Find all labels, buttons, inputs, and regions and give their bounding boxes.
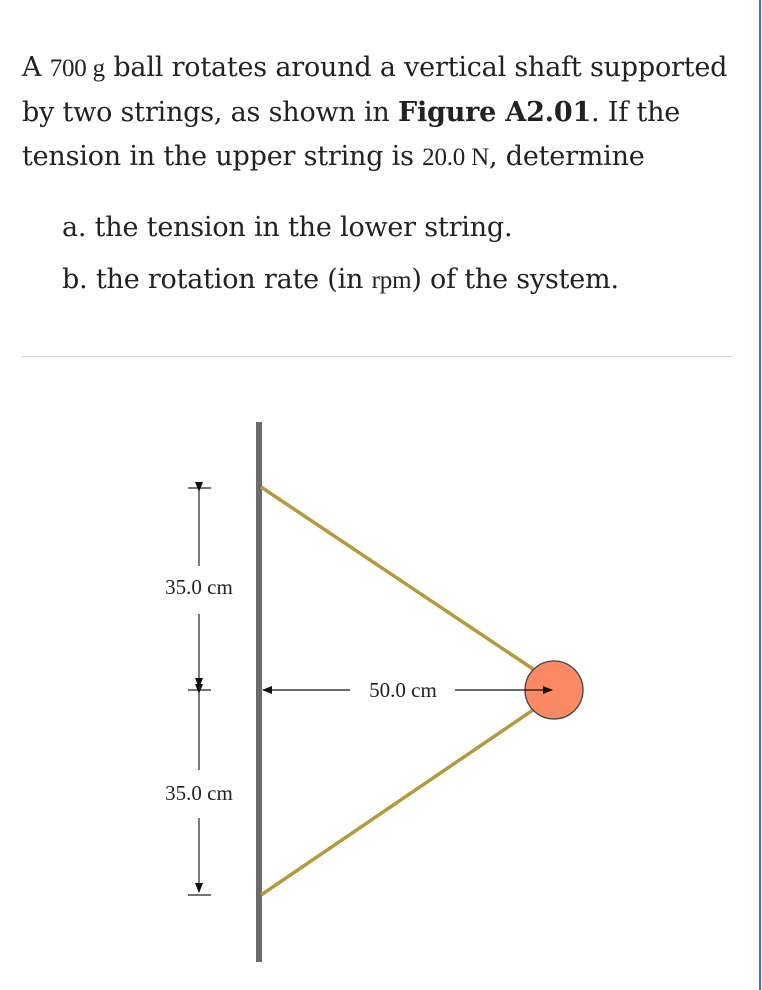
problem-text — [22, 46, 734, 180]
lower-distance-label: 35.0 cm — [165, 781, 233, 805]
part-a-text: a. the tension in the lower string. — [62, 212, 513, 243]
part-b-text-end: ) of the system. — [411, 264, 619, 295]
section-divider — [22, 356, 732, 357]
text-segment: A — [22, 52, 50, 83]
radius-label: 50.0 cm — [369, 678, 437, 702]
mass-value: 700 g — [49, 55, 105, 82]
part-b — [62, 258, 734, 303]
figure-a2-01 — [0, 360, 762, 990]
upper-distance-label: 35.0 cm — [165, 575, 233, 599]
upper-string — [261, 487, 533, 669]
text-segment: ball rotates around a vertical shaft supported by two strings, as shown in — [22, 52, 728, 128]
part-a — [62, 206, 734, 250]
vertical-shaft — [256, 422, 262, 962]
text-segment: . If the tension in the upper string is — [22, 97, 681, 172]
tension-value: 20.0 N — [422, 144, 490, 171]
rpm-unit: rpm — [371, 267, 412, 294]
problem-parts-list — [22, 206, 734, 303]
vertical-dimension — [188, 488, 211, 895]
lower-string — [261, 710, 533, 895]
figure-reference: Figure A2.01 — [398, 97, 592, 128]
problem-statement — [22, 46, 734, 311]
text-segment: , determine — [489, 141, 645, 172]
figure-svg — [0, 360, 762, 990]
part-b-text: b. the rotation rate (in — [62, 264, 372, 295]
